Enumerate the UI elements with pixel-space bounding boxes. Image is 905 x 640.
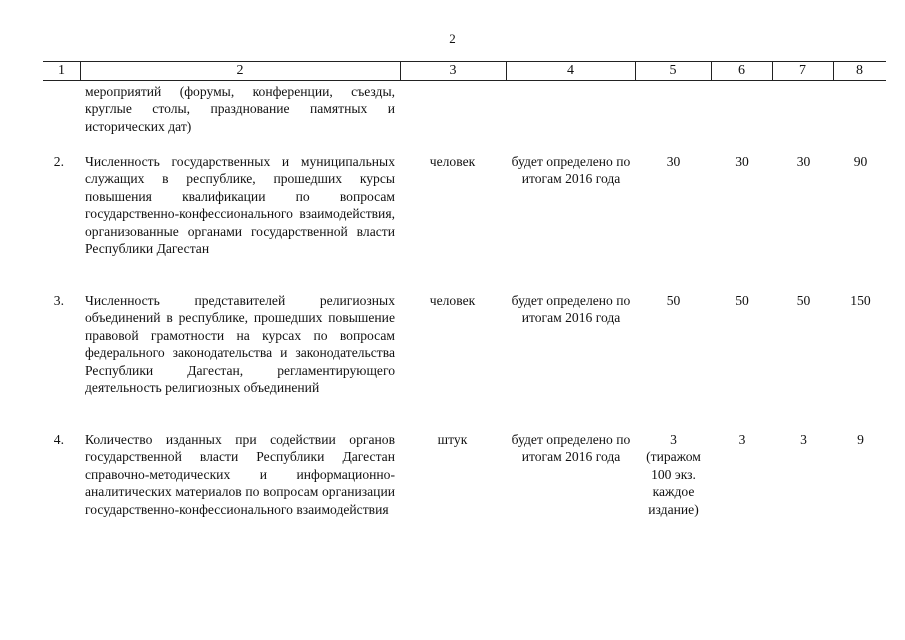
row-value-col7: 30 bbox=[796, 154, 811, 169]
row-unit: штук bbox=[437, 432, 468, 447]
row-value-col7: 50 bbox=[796, 293, 811, 308]
row-indicator-text: Численность представителей религиозных объединений в республике, прошедших повышение правовой грамотности на курсах по вопросам федерального законодательства и законодательства Республики Дагестан, регламентирующего деятельность религиозных объединений bbox=[85, 293, 395, 396]
column-header-4: 4 bbox=[567, 63, 574, 78]
page-number: 2 bbox=[449, 31, 456, 46]
row-indicator-text: Количество изданных при содействии органов государственной власти Республики Дагестан справочно-методических и информационно-аналитических материалов по вопросам организации государственно-конфессионального взаимодействия bbox=[85, 432, 395, 517]
row-base-value: будет определено по итогам 2016 года bbox=[511, 432, 631, 465]
column-header-6: 6 bbox=[738, 63, 745, 78]
column-header-1: 1 bbox=[58, 63, 65, 78]
column-header-7: 7 bbox=[799, 63, 806, 78]
row-unit: человек bbox=[429, 293, 476, 308]
column-header-5: 5 bbox=[669, 63, 677, 78]
row-value-col5: 30 bbox=[666, 154, 681, 169]
row-base-value: будет определено по итогам 2016 года bbox=[511, 293, 631, 326]
row-value-col6: 3 bbox=[738, 432, 746, 447]
row-number: 2. bbox=[53, 154, 64, 169]
row-value-col5-cell bbox=[636, 431, 711, 518]
row-value-col7: 3 bbox=[800, 432, 807, 447]
continuation-text: мероприятий (форумы, конференции, съезды, круглые столы, празднование памятных и исторических дат) bbox=[85, 84, 395, 134]
row-value-col5: 3 bbox=[670, 432, 677, 447]
row-value-col8: 150 bbox=[850, 293, 871, 308]
row-unit: человек bbox=[429, 154, 476, 169]
row-base-value: будет определено по итогам 2016 года bbox=[511, 154, 631, 187]
row-value-col5: 50 bbox=[666, 293, 681, 308]
row-value-col8: 9 bbox=[857, 432, 864, 447]
column-header-8: 8 bbox=[856, 63, 863, 78]
row-number: 3. bbox=[53, 293, 64, 308]
row-number: 4. bbox=[53, 432, 64, 447]
header-bottom-border bbox=[43, 80, 886, 81]
column-header-3: 3 bbox=[449, 63, 457, 78]
row-value-col6: 50 bbox=[735, 293, 749, 308]
row-value-col8: 90 bbox=[853, 154, 868, 169]
column-header-2: 2 bbox=[236, 63, 244, 78]
row-indicator-text: Численность государственных и муниципальных служащих в республике, прошедших курсы повышения квалификации по вопросам государственно-конфессионального взаимодействия, организованные органами государственной власти Республики Дагестан bbox=[85, 154, 395, 257]
row-value-col5-note: (тиражом 100 экз. каждое издание) bbox=[646, 449, 701, 517]
row-value-col6: 30 bbox=[735, 154, 749, 169]
